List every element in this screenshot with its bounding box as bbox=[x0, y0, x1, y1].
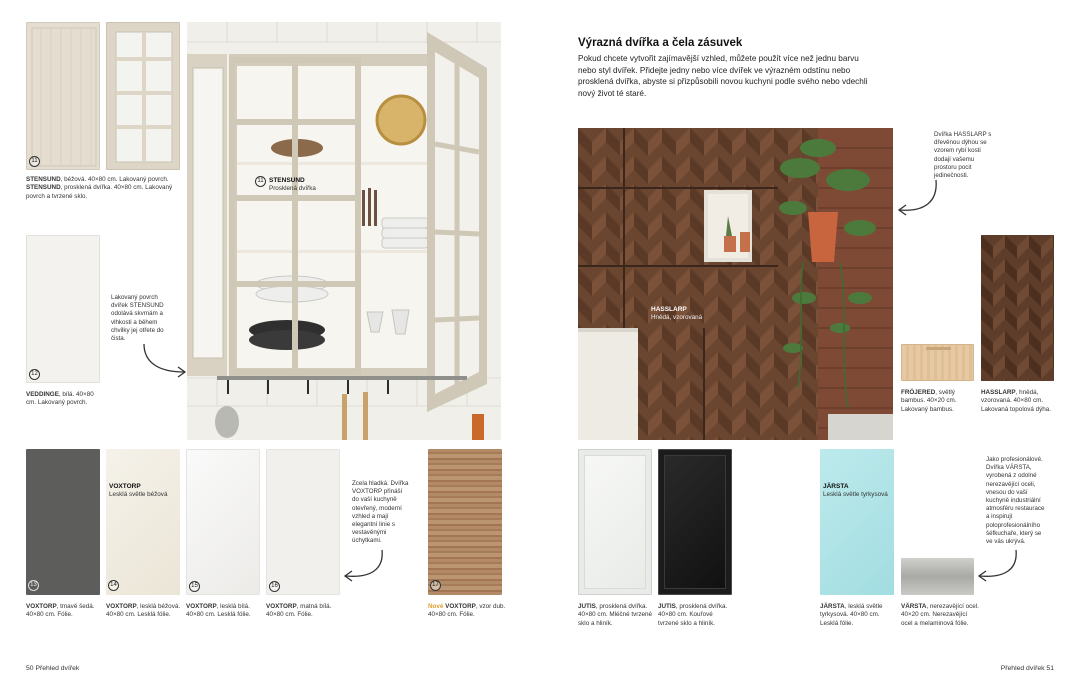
photo-product-label: HASSLARP Hnědá, vzorovaná bbox=[651, 306, 703, 321]
voxtorp-gloss-white-door bbox=[186, 449, 260, 595]
kitchen-cabinet-photo bbox=[187, 22, 501, 440]
voxtorp-note: Zcela hladká. Dvířka VOXTORP přináší do vaší kuchyně otevřený, moderní vzhled a mají elegantní linie s vestavěnými úchytkami. bbox=[352, 480, 409, 545]
section-heading: Výrazná dvířka a čela zásuvek bbox=[578, 37, 743, 49]
veddinge-caption: VEDDINGE, bílá. 40×80 cm. Lakovaný povrch. bbox=[26, 391, 94, 407]
voxtorp-gloss-beige-door: VOXTORP Lesklá světle béžová 14 bbox=[106, 449, 180, 595]
jutis-smoked-caption: JUTIS, prosklená dvířka. 40×80 cm. Kouřové tvrzené sklo a hliník. bbox=[658, 603, 728, 627]
voxtorp-white-caption: VOXTORP, lesklá bílá. 40×80 cm. Lesklá fólie. bbox=[186, 603, 251, 619]
arrow-icon bbox=[342, 548, 388, 584]
page-number-left: 50 Přehled dvířek bbox=[26, 665, 80, 672]
varsta-caption: VÄRSTA, nerezavějící ocel. 40×20 cm. Nerezavějící ocel a melaminová fólie. bbox=[901, 603, 979, 627]
item-number-badge: 11 bbox=[255, 176, 266, 187]
varsta-note: Jako profesionálové. Dvířka VÄRSTA, vyrobená z odolné nerezavějící oceli, vnesou do vaší kuchyně industriální atmosféru restaurace a inspirují poloprofesionálního šéfkuchaře, který se ve vás ukrývá. bbox=[986, 456, 1045, 546]
jutis-smoked-door bbox=[658, 449, 732, 595]
jutis-frosted-caption: JUTIS, prosklená dvířka. 40×80 cm. Mléčné tvrzené sklo a hliník. bbox=[578, 603, 653, 627]
item-number-badge: 14 bbox=[108, 580, 119, 591]
varsta-steel-drawer bbox=[901, 558, 974, 595]
voxtorp-beige-caption: VOXTORP, lesklá béžová. 40×80 cm. Lesklá fólie. bbox=[106, 603, 181, 619]
voxtorp-matt-white-door bbox=[266, 449, 340, 595]
frojered-bamboo-drawer bbox=[901, 344, 974, 381]
jarsta-turquoise-door: JÄRSTA Lesklá světle tyrkysová bbox=[820, 449, 894, 595]
stensund-caption: STENSUND, béžová. 40×80 cm. Lakovaný povrch. STENSUND, prosklená dvířka. 40×80 cm. Lakovaný povrch a tvrzené sklo. bbox=[26, 176, 173, 200]
arrow-icon bbox=[976, 548, 1022, 584]
intro-paragraph: Pokud chcete vytvořit zajímavější vzhled, můžete použít více než jednu barvu nebo styl dvířek. Přidejte jedny nebo více dvířek ve výrazném odstínu nebo prosklená dvířka, abyste si přizpůsobili novou kuchyni podle svého nebo vdechli nový život té staré. bbox=[578, 54, 868, 98]
arrow-icon bbox=[894, 178, 942, 218]
item-number-badge: 13 bbox=[28, 580, 39, 591]
hasslarp-caption: HASSLARP, hnědá, vzorovaná. 40×80 cm. Lakovaná topolová dýha. bbox=[981, 389, 1052, 413]
voxtorp-grey-caption: VOXTORP, tmavě šedá. 40×80 cm. Fólie. bbox=[26, 603, 95, 619]
arrow-icon bbox=[140, 342, 188, 378]
voxtorp-matt-caption: VOXTORP, matná bílá. 40×80 cm. Fólie. bbox=[266, 603, 332, 619]
item-number-badge: 11 bbox=[29, 156, 40, 167]
hasslarp-note: Dvířka HASSLARP s dřevěnou dýhou se vzorem rybí kosti dodají vašemu prostoru pocit jedinečnosti. bbox=[934, 131, 992, 180]
photo-product-label: STENSUND Prosklená dvířka bbox=[269, 177, 316, 192]
item-number-badge: 17 bbox=[430, 580, 441, 591]
voxtorp-oak-caption: Nové VOXTORP, vzor dub. 40×80 cm. Fólie. bbox=[428, 603, 506, 619]
page-number-right: Přehled dvířek 51 bbox=[1000, 665, 1054, 672]
jutis-frosted-door bbox=[578, 449, 652, 595]
hasslarp-door bbox=[981, 235, 1054, 381]
veddinge-white-door bbox=[26, 235, 100, 383]
stensund-glass-door bbox=[106, 22, 180, 170]
voxtorp-oak-door bbox=[428, 449, 502, 595]
voxtorp-dark-grey-door bbox=[26, 449, 100, 595]
jarsta-caption: JÄRSTA, lesklá světle tyrkysová. 40×80 cm. Lesklá fólie. bbox=[820, 603, 883, 627]
item-number-badge: 16 bbox=[269, 581, 280, 592]
herringbone-kitchen-photo bbox=[578, 128, 893, 440]
item-number-badge: 12 bbox=[29, 369, 40, 380]
item-number-badge: 15 bbox=[189, 581, 200, 592]
stensund-beige-door bbox=[26, 22, 100, 170]
frojered-caption: FRÖJERED, světlý bambus. 40×20 cm. Lakovaný bambus. bbox=[901, 389, 957, 413]
stensund-note: Lakovaný povrch dvířek STENSUND odolává skvrnám a vlhkosti a během chvilky jej otřete do čista. bbox=[111, 294, 164, 343]
